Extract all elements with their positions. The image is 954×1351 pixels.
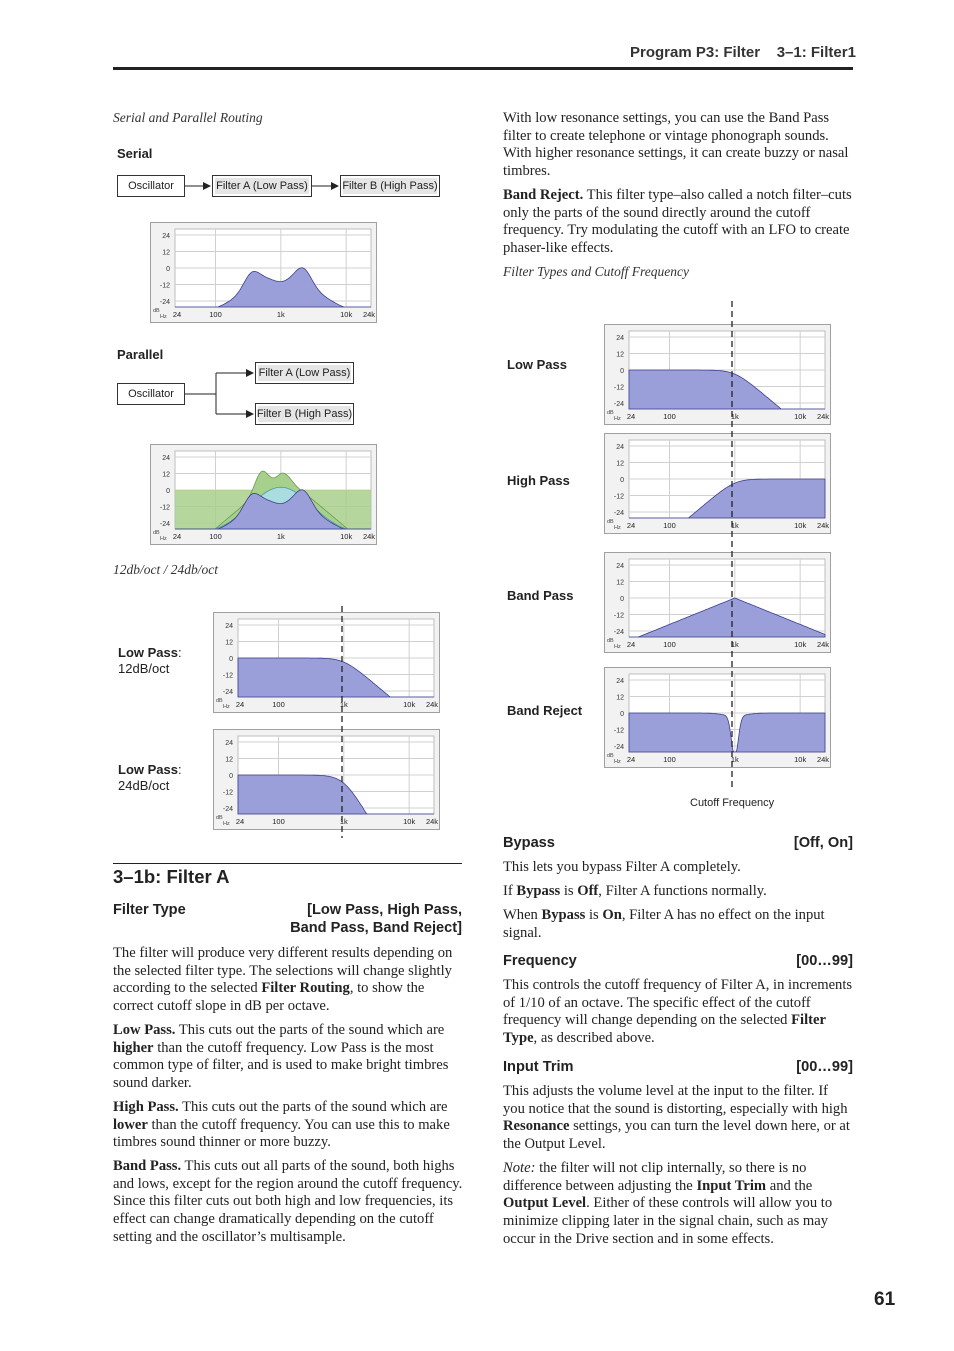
y-tick-label: 12	[162, 249, 170, 257]
band-pass-continued: With low resonance settings, you can use the Band Pass filter to create telephone or vintage phonograph sounds. With higher resonance settings, it can create buzzy or nasal timbres.	[503, 110, 849, 180]
y-tick-label: -24	[222, 689, 233, 696]
serial-label: Serial	[117, 146, 153, 161]
band-reject-desc: Band Reject. This filter type–also called a notch filter–cuts only the parts of the sound directly around the cutoff frequency. Try modulating the cutoff with an LFO to create phaser-like effects.	[503, 187, 852, 257]
serial-filter-b-box: Filter B (High Pass)	[340, 175, 440, 197]
x-tick-label: 100	[272, 700, 285, 709]
x-tick-label: 24k	[816, 640, 830, 649]
x-tick-label: 100	[272, 817, 285, 826]
y-tick-label: -12	[159, 504, 170, 512]
y-tick-label: 0	[620, 596, 624, 603]
y-tick-label: 0	[620, 368, 624, 375]
x-tick-label: 100	[663, 521, 676, 530]
type-band-pass-label: Band Pass	[507, 588, 574, 603]
lp12-label: Low Pass:	[118, 645, 182, 660]
y-tick-label: 0	[166, 266, 170, 273]
slope-caption: 12db/oct / 24db/oct	[113, 562, 218, 577]
x-tick-label: 24	[626, 412, 636, 421]
unit-db: dB	[607, 410, 614, 416]
x-tick-label: 10k	[794, 640, 807, 649]
y-tick-label: 12	[225, 756, 233, 764]
y-tick-label: -24	[613, 744, 624, 751]
y-tick-label: -24	[613, 629, 624, 636]
x-tick-label: 24	[172, 532, 182, 541]
high-pass-desc: High Pass. This cuts out the parts of the sound which are lower than the cutoff frequency. You can use this to make timbres sound thinner or more buzzy.	[113, 1099, 450, 1151]
filter-type-values-1: [Low Pass, High Pass,	[307, 902, 462, 918]
unit-db: dB	[216, 815, 223, 821]
serial-response-plot	[150, 222, 377, 323]
x-tick-label: 24	[626, 521, 636, 530]
frequency-values: [00…99]	[796, 953, 853, 969]
x-tick-label: 10k	[794, 521, 807, 530]
slope-cutoff-line	[340, 606, 344, 838]
x-tick-label: 24k	[425, 700, 439, 709]
filter-type-label: Filter Type	[113, 902, 186, 918]
type-band-pass-plot	[604, 552, 831, 653]
section-rule	[113, 863, 462, 864]
unit-hz: Hz	[223, 821, 230, 827]
type-low-pass-label: Low Pass	[507, 357, 567, 372]
band-pass-desc: Band Pass. This cuts out all parts of the sound, both highs and lows, except for the region around the cutoff frequency. Since this filter cuts out both high and low frequencies, its effect can change dramatically depending on the cutoff setting and the oscillator’s multisample.	[113, 1158, 463, 1245]
page-header: Program P3: Filter 3–1: Filter1	[630, 44, 856, 61]
x-tick-label: 24	[235, 817, 245, 826]
x-tick-label: 24k	[362, 532, 376, 541]
input-trim-desc: This adjusts the volume level at the input to the filter. If you notice that the sound is distorting, especially with high Resonance settings, you can turn the level down here, or at the Output Level.	[503, 1083, 850, 1153]
y-tick-label: 12	[162, 471, 170, 479]
page-number: 61	[874, 1289, 896, 1310]
unit-db: dB	[216, 698, 223, 704]
x-tick-label: 100	[663, 412, 676, 421]
unit-hz: Hz	[223, 704, 230, 710]
parallel-oscillator-box: Oscillator	[117, 383, 185, 405]
lp24-plot	[213, 729, 440, 830]
routing-caption: Serial and Parallel Routing	[113, 110, 263, 125]
y-tick-label: -12	[613, 493, 624, 501]
bypass-p3: When Bypass is On, Filter A has no effect on the input signal.	[503, 907, 825, 941]
x-tick-label: 24	[626, 755, 636, 764]
x-tick-label: 24k	[425, 817, 439, 826]
x-tick-label: 10k	[340, 532, 353, 541]
unit-db: dB	[153, 530, 160, 536]
x-tick-label: 10k	[403, 817, 416, 826]
x-tick-label: 10k	[794, 412, 807, 421]
bypass-p1: This lets you bypass Filter A completely.	[503, 859, 741, 875]
type-high-pass-plot	[604, 433, 831, 534]
filter-type-intro: The filter will produce very different results depending on the selected filter type. The selections will change slightly according to the selected Filter Routing, to show the correct cutoff slope in dB per octave.	[113, 945, 453, 1015]
x-tick-label: 10k	[340, 310, 353, 319]
x-tick-label: 1k	[276, 532, 285, 541]
x-tick-label: 100	[209, 310, 222, 319]
bypass-label: Bypass	[503, 835, 555, 851]
y-tick-label: -24	[613, 510, 624, 517]
x-tick-label: 24	[172, 310, 182, 319]
y-tick-label: 0	[620, 711, 624, 718]
y-tick-label: -24	[159, 521, 170, 528]
y-tick-label: 0	[229, 656, 233, 663]
x-tick-label: 24k	[816, 412, 830, 421]
x-tick-label: 10k	[794, 755, 807, 764]
y-tick-label: -24	[222, 806, 233, 813]
x-tick-label: 24	[235, 700, 245, 709]
input-trim-values: [00…99]	[796, 1059, 853, 1075]
y-tick-label: 0	[620, 477, 624, 484]
y-tick-label: 12	[616, 694, 624, 702]
serial-oscillator-box: Oscillator	[117, 175, 185, 197]
y-tick-label: 24	[616, 678, 624, 685]
y-tick-label: 12	[616, 351, 624, 359]
bypass-values: [Off, On]	[793, 835, 853, 851]
y-tick-label: 0	[229, 773, 233, 780]
lp12-slope: 12dB/oct	[118, 661, 170, 676]
frequency-label: Frequency	[503, 953, 577, 969]
input-trim-label: Input Trim	[503, 1059, 574, 1075]
y-tick-label: 24	[225, 740, 233, 747]
x-tick-label: 1k	[730, 755, 739, 764]
y-tick-label: 24	[616, 444, 624, 451]
x-tick-label: 1k	[730, 640, 739, 649]
type-band-reject-plot	[604, 667, 831, 768]
y-tick-label: -12	[222, 789, 233, 797]
x-tick-label: 100	[663, 755, 676, 764]
x-tick-label: 1k	[730, 412, 739, 421]
y-tick-label: 24	[162, 455, 170, 462]
parallel-filter-a-box: Filter A (Low Pass)	[255, 362, 354, 384]
unit-db: dB	[607, 519, 614, 525]
input-trim-note: Note: the filter will not clip internally, so there is no difference between adjusting the Input Trim and the Output Level. Either of these controls will allow you to minimize clipping later in the signal chain, such as may occur in the Drive section and in some effects.	[503, 1160, 833, 1247]
parallel-filter-b-box: Filter B (High Pass)	[255, 403, 354, 425]
y-tick-label: 24	[616, 563, 624, 570]
filter-types-caption: Filter Types and Cutoff Frequency	[503, 264, 689, 279]
lp24-slope: 24dB/oct	[118, 778, 170, 793]
x-tick-label: 100	[663, 640, 676, 649]
y-tick-label: -12	[613, 727, 624, 735]
frequency-desc: This controls the cutoff frequency of Filter A, in increments of 1/10 of an octave. The specific effect of the cutoff frequency will change depending on the selected Filter Type, as described above.	[503, 977, 853, 1047]
response-area	[629, 713, 825, 752]
unit-hz: Hz	[614, 525, 621, 531]
y-tick-label: -12	[159, 282, 170, 290]
lp12-plot	[213, 612, 440, 713]
y-tick-label: 12	[616, 579, 624, 587]
x-tick-label: 100	[209, 532, 222, 541]
y-tick-label: 24	[225, 623, 233, 630]
cutoff-frequency-label: Cutoff Frequency	[690, 797, 775, 809]
x-tick-label: 1k	[339, 700, 348, 709]
serial-filter-a-box: Filter A (Low Pass)	[212, 175, 312, 197]
type-high-pass-label: High Pass	[507, 473, 570, 488]
y-tick-label: 0	[166, 488, 170, 495]
y-tick-label: -12	[613, 612, 624, 620]
unit-hz: Hz	[614, 416, 621, 422]
x-tick-label: 24k	[816, 521, 830, 530]
x-tick-label: 10k	[403, 700, 416, 709]
unit-db: dB	[607, 638, 614, 644]
unit-hz: Hz	[160, 314, 167, 320]
x-tick-label: 24k	[816, 755, 830, 764]
unit-db: dB	[153, 308, 160, 314]
x-tick-label: 24	[626, 640, 636, 649]
unit-hz: Hz	[160, 536, 167, 542]
unit-hz: Hz	[614, 644, 621, 650]
x-tick-label: 1k	[339, 817, 348, 826]
y-tick-label: 12	[616, 460, 624, 468]
unit-db: dB	[607, 753, 614, 759]
y-tick-label: -24	[159, 299, 170, 306]
parallel-label: Parallel	[117, 347, 164, 362]
type-low-pass-plot	[604, 324, 831, 425]
lp24-label: Low Pass:	[118, 762, 182, 777]
y-tick-label: -12	[222, 672, 233, 680]
low-pass-desc: Low Pass. This cuts out the parts of the sound which are higher than the cutoff frequency. Low Pass is the most common type of filter, and is used to make bright timbres sound darker.	[113, 1022, 449, 1092]
bypass-p2: If Bypass is Off, Filter A functions normally.	[503, 883, 767, 899]
types-cutoff-line	[730, 301, 734, 789]
x-tick-label: 1k	[276, 310, 285, 319]
filter-type-values-2: Band Pass, Band Reject]	[290, 920, 462, 936]
parallel-response-plot	[150, 444, 377, 545]
type-band-reject-label: Band Reject	[507, 703, 583, 718]
y-tick-label: 12	[225, 639, 233, 647]
section-title: 3–1b: Filter A	[113, 866, 230, 887]
y-tick-label: -24	[613, 401, 624, 408]
unit-hz: Hz	[614, 759, 621, 765]
y-tick-label: -12	[613, 384, 624, 392]
x-tick-label: 24k	[362, 310, 376, 319]
y-tick-label: 24	[162, 233, 170, 240]
x-tick-label: 1k	[730, 521, 739, 530]
y-tick-label: 24	[616, 335, 624, 342]
